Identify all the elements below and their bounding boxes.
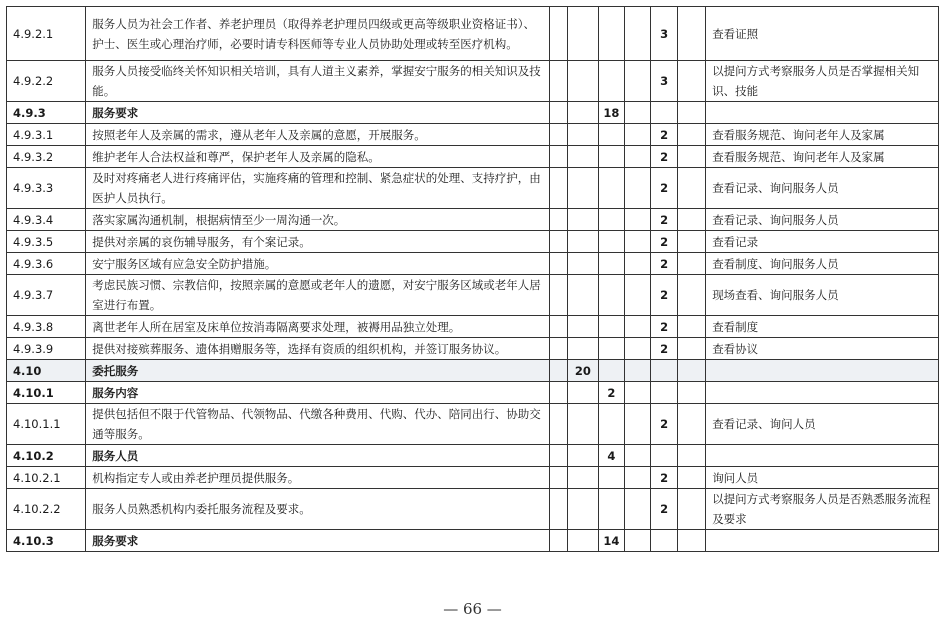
requirement-cell: 安宁服务区域有应急安全防护措施。 bbox=[86, 253, 549, 275]
assessment-method-cell: 查看协议 bbox=[706, 338, 939, 360]
section-score-cell bbox=[567, 253, 598, 275]
blank-cell bbox=[624, 231, 650, 253]
blank-cell bbox=[678, 209, 706, 231]
blank-cell bbox=[549, 489, 567, 530]
item-score-cell: 2 bbox=[651, 404, 678, 445]
item-score-cell: 2 bbox=[651, 338, 678, 360]
section-score-cell bbox=[567, 275, 598, 316]
blank-cell bbox=[678, 231, 706, 253]
subsection-score-cell bbox=[598, 360, 624, 382]
section-score-cell bbox=[567, 467, 598, 489]
subsection-score-cell: 2 bbox=[598, 382, 624, 404]
subsection-score-cell bbox=[598, 338, 624, 360]
blank-cell bbox=[624, 404, 650, 445]
clause-number-cell: 4.9.3.5 bbox=[7, 231, 86, 253]
requirement-cell: 服务内容 bbox=[86, 382, 549, 404]
assessment-method-cell bbox=[706, 382, 939, 404]
assessment-method-cell: 查看记录、询问人员 bbox=[706, 404, 939, 445]
clause-number-cell: 4.9.3.8 bbox=[7, 316, 86, 338]
blank-cell bbox=[549, 146, 567, 168]
table-row bbox=[7, 489, 939, 530]
assessment-method-cell: 查看证照 bbox=[706, 7, 939, 61]
blank-cell bbox=[624, 316, 650, 338]
item-score-cell: 2 bbox=[651, 253, 678, 275]
requirement-cell: 服务人员接受临终关怀知识相关培训，具有人道主义素养，掌握安宁服务的相关知识及技能。 bbox=[86, 61, 549, 102]
blank-cell bbox=[549, 168, 567, 209]
section-score-cell bbox=[567, 7, 598, 61]
assessment-method-cell: 查看制度 bbox=[706, 316, 939, 338]
clause-number-cell: 4.10.2 bbox=[7, 445, 86, 467]
clause-number-cell: 4.10.2.2 bbox=[7, 489, 86, 530]
requirement-cell: 及时对疼痛老人进行疼痛评估，实施疼痛的管理和控制、紧急症状的处理、支持疗护，由医护人员执行。 bbox=[86, 168, 549, 209]
clause-number-cell: 4.10.1.1 bbox=[7, 404, 86, 445]
item-score-cell bbox=[651, 445, 678, 467]
blank-cell bbox=[549, 382, 567, 404]
assessment-method-cell bbox=[706, 360, 939, 382]
blank-cell bbox=[624, 530, 650, 552]
clause-number-cell: 4.9.3.3 bbox=[7, 168, 86, 209]
blank-cell bbox=[549, 61, 567, 102]
requirement-cell: 提供对接殡葬服务、遗体捐赠服务等，选择有资质的组织机构，并签订服务协议。 bbox=[86, 338, 549, 360]
item-score-cell: 3 bbox=[651, 7, 678, 61]
section-score-cell bbox=[567, 102, 598, 124]
requirement-cell: 机构指定专人或由养老护理员提供服务。 bbox=[86, 467, 549, 489]
blank-cell bbox=[678, 338, 706, 360]
blank-cell bbox=[624, 253, 650, 275]
blank-cell bbox=[549, 445, 567, 467]
subsection-score-cell bbox=[598, 209, 624, 231]
clause-number-cell: 4.9.3.9 bbox=[7, 338, 86, 360]
section-score-cell: 20 bbox=[567, 360, 598, 382]
blank-cell bbox=[624, 275, 650, 316]
assessment-method-cell: 查看记录 bbox=[706, 231, 939, 253]
table-row bbox=[7, 253, 939, 275]
page-number: — 66 — bbox=[443, 600, 502, 618]
item-score-cell: 2 bbox=[651, 146, 678, 168]
assessment-method-cell: 查看制度、询问服务人员 bbox=[706, 253, 939, 275]
subsection-score-cell bbox=[598, 168, 624, 209]
section-score-cell bbox=[567, 231, 598, 253]
clause-number-cell: 4.10.1 bbox=[7, 382, 86, 404]
blank-cell bbox=[549, 275, 567, 316]
requirement-cell: 提供对亲属的哀伤辅导服务，有个案记录。 bbox=[86, 231, 549, 253]
blank-cell bbox=[624, 467, 650, 489]
blank-cell bbox=[678, 489, 706, 530]
heading-row bbox=[7, 102, 939, 124]
blank-cell bbox=[678, 61, 706, 102]
requirement-cell: 落实家属沟通机制，根据病情至少一周沟通一次。 bbox=[86, 209, 549, 231]
assessment-method-cell: 询问人员 bbox=[706, 467, 939, 489]
blank-cell bbox=[678, 124, 706, 146]
subsection-score-cell bbox=[598, 489, 624, 530]
item-score-cell bbox=[651, 382, 678, 404]
item-score-cell: 2 bbox=[651, 467, 678, 489]
requirement-cell: 服务人员为社会工作者、养老护理员（取得养老护理员四级或更高等级职业资格证书）、护士、医生或心理治疗师，必要时请专科医师等专业人员协助处理或转至医疗机构。 bbox=[86, 7, 549, 61]
blank-cell bbox=[624, 360, 650, 382]
subsection-score-cell bbox=[598, 231, 624, 253]
blank-cell bbox=[549, 404, 567, 445]
blank-cell bbox=[549, 360, 567, 382]
blank-cell bbox=[678, 7, 706, 61]
blank-cell bbox=[624, 382, 650, 404]
blank-cell bbox=[624, 102, 650, 124]
assessment-method-cell: 以提问方式考察服务人员是否掌握相关知识、技能 bbox=[706, 61, 939, 102]
subsection-score-cell: 4 bbox=[598, 445, 624, 467]
subsection-score-cell bbox=[598, 124, 624, 146]
requirement-cell: 服务要求 bbox=[86, 530, 549, 552]
item-score-cell: 2 bbox=[651, 168, 678, 209]
blank-cell bbox=[549, 253, 567, 275]
requirement-cell: 服务人员 bbox=[86, 445, 549, 467]
section-score-cell bbox=[567, 489, 598, 530]
blank-cell bbox=[678, 146, 706, 168]
blank-cell bbox=[624, 61, 650, 102]
item-score-cell bbox=[651, 360, 678, 382]
heading-row bbox=[7, 382, 939, 404]
clause-number-cell: 4.9.2.2 bbox=[7, 61, 86, 102]
blank-cell bbox=[549, 7, 567, 61]
clause-number-cell: 4.9.3.6 bbox=[7, 253, 86, 275]
blank-cell bbox=[678, 102, 706, 124]
assessment-method-cell: 查看记录、询问服务人员 bbox=[706, 168, 939, 209]
item-score-cell: 3 bbox=[651, 61, 678, 102]
subsection-score-cell bbox=[598, 275, 624, 316]
section-row bbox=[7, 360, 939, 382]
heading-row bbox=[7, 530, 939, 552]
table-row bbox=[7, 168, 939, 209]
assessment-method-cell: 查看服务规范、询问老年人及家属 bbox=[706, 146, 939, 168]
blank-cell bbox=[624, 7, 650, 61]
requirement-cell: 委托服务 bbox=[86, 360, 549, 382]
table-row bbox=[7, 231, 939, 253]
item-score-cell: 2 bbox=[651, 489, 678, 530]
item-score-cell bbox=[651, 102, 678, 124]
clause-number-cell: 4.9.3.7 bbox=[7, 275, 86, 316]
subsection-score-cell bbox=[598, 467, 624, 489]
section-score-cell bbox=[567, 146, 598, 168]
clause-number-cell: 4.9.3.4 bbox=[7, 209, 86, 231]
table-row bbox=[7, 467, 939, 489]
table-row bbox=[7, 209, 939, 231]
subsection-score-cell bbox=[598, 253, 624, 275]
requirement-cell: 离世老年人所在居室及床单位按消毒隔离要求处理，被褥用品独立处理。 bbox=[86, 316, 549, 338]
section-score-cell bbox=[567, 530, 598, 552]
evaluation-standards-table bbox=[6, 6, 939, 552]
blank-cell bbox=[624, 124, 650, 146]
blank-cell bbox=[678, 467, 706, 489]
blank-cell bbox=[678, 382, 706, 404]
blank-cell bbox=[549, 316, 567, 338]
assessment-method-cell: 现场查看、询问服务人员 bbox=[706, 275, 939, 316]
requirement-cell: 提供包括但不限于代管物品、代领物品、代缴各种费用、代购、代办、陪同出行、协助交通等服务。 bbox=[86, 404, 549, 445]
subsection-score-cell bbox=[598, 7, 624, 61]
subsection-score-cell bbox=[598, 316, 624, 338]
blank-cell bbox=[549, 209, 567, 231]
item-score-cell: 2 bbox=[651, 275, 678, 316]
blank-cell bbox=[624, 445, 650, 467]
blank-cell bbox=[624, 146, 650, 168]
clause-number-cell: 4.10.2.1 bbox=[7, 467, 86, 489]
table-row bbox=[7, 275, 939, 316]
blank-cell bbox=[678, 253, 706, 275]
blank-cell bbox=[549, 124, 567, 146]
blank-cell bbox=[549, 338, 567, 360]
blank-cell bbox=[678, 168, 706, 209]
table-row bbox=[7, 404, 939, 445]
requirement-cell: 考虑民族习惯、宗教信仰，按照亲属的意愿或老年人的遗愿，对安宁服务区域或老年人居室进行布置。 bbox=[86, 275, 549, 316]
clause-number-cell: 4.10 bbox=[7, 360, 86, 382]
heading-row bbox=[7, 445, 939, 467]
table-row bbox=[7, 7, 939, 61]
blank-cell bbox=[678, 530, 706, 552]
table-row bbox=[7, 338, 939, 360]
clause-number-cell: 4.9.3 bbox=[7, 102, 86, 124]
section-score-cell bbox=[567, 445, 598, 467]
section-score-cell bbox=[567, 316, 598, 338]
assessment-method-cell bbox=[706, 530, 939, 552]
table-row bbox=[7, 124, 939, 146]
blank-cell bbox=[678, 316, 706, 338]
item-score-cell: 2 bbox=[651, 316, 678, 338]
blank-cell bbox=[678, 445, 706, 467]
table-row bbox=[7, 146, 939, 168]
requirement-cell: 服务要求 bbox=[86, 102, 549, 124]
requirement-cell: 服务人员熟悉机构内委托服务流程及要求。 bbox=[86, 489, 549, 530]
subsection-score-cell bbox=[598, 146, 624, 168]
blank-cell bbox=[624, 338, 650, 360]
blank-cell bbox=[549, 102, 567, 124]
blank-cell bbox=[678, 404, 706, 445]
subsection-score-cell bbox=[598, 404, 624, 445]
clause-number-cell: 4.9.2.1 bbox=[7, 7, 86, 61]
blank-cell bbox=[678, 360, 706, 382]
assessment-method-cell: 以提问方式考察服务人员是否熟悉服务流程及要求 bbox=[706, 489, 939, 530]
section-score-cell bbox=[567, 124, 598, 146]
item-score-cell: 2 bbox=[651, 209, 678, 231]
section-score-cell bbox=[567, 404, 598, 445]
blank-cell bbox=[549, 467, 567, 489]
section-score-cell bbox=[567, 168, 598, 209]
blank-cell bbox=[678, 275, 706, 316]
section-score-cell bbox=[567, 382, 598, 404]
item-score-cell: 2 bbox=[651, 231, 678, 253]
clause-number-cell: 4.10.3 bbox=[7, 530, 86, 552]
blank-cell bbox=[549, 231, 567, 253]
blank-cell bbox=[549, 530, 567, 552]
item-score-cell: 2 bbox=[651, 124, 678, 146]
section-score-cell bbox=[567, 209, 598, 231]
assessment-method-cell: 查看服务规范、询问老年人及家属 bbox=[706, 124, 939, 146]
subsection-score-cell: 14 bbox=[598, 530, 624, 552]
table-body bbox=[7, 7, 939, 552]
assessment-method-cell bbox=[706, 102, 939, 124]
subsection-score-cell bbox=[598, 61, 624, 102]
section-score-cell bbox=[567, 338, 598, 360]
requirement-cell: 维护老年人合法权益和尊严，保护老年人及亲属的隐私。 bbox=[86, 146, 549, 168]
assessment-method-cell: 查看记录、询问服务人员 bbox=[706, 209, 939, 231]
item-score-cell bbox=[651, 530, 678, 552]
table-row bbox=[7, 316, 939, 338]
blank-cell bbox=[624, 168, 650, 209]
requirement-cell: 按照老年人及亲属的需求，遵从老年人及亲属的意愿，开展服务。 bbox=[86, 124, 549, 146]
blank-cell bbox=[624, 209, 650, 231]
clause-number-cell: 4.9.3.2 bbox=[7, 146, 86, 168]
assessment-method-cell bbox=[706, 445, 939, 467]
clause-number-cell: 4.9.3.1 bbox=[7, 124, 86, 146]
section-score-cell bbox=[567, 61, 598, 102]
subsection-score-cell: 18 bbox=[598, 102, 624, 124]
blank-cell bbox=[624, 489, 650, 530]
table-row bbox=[7, 61, 939, 102]
